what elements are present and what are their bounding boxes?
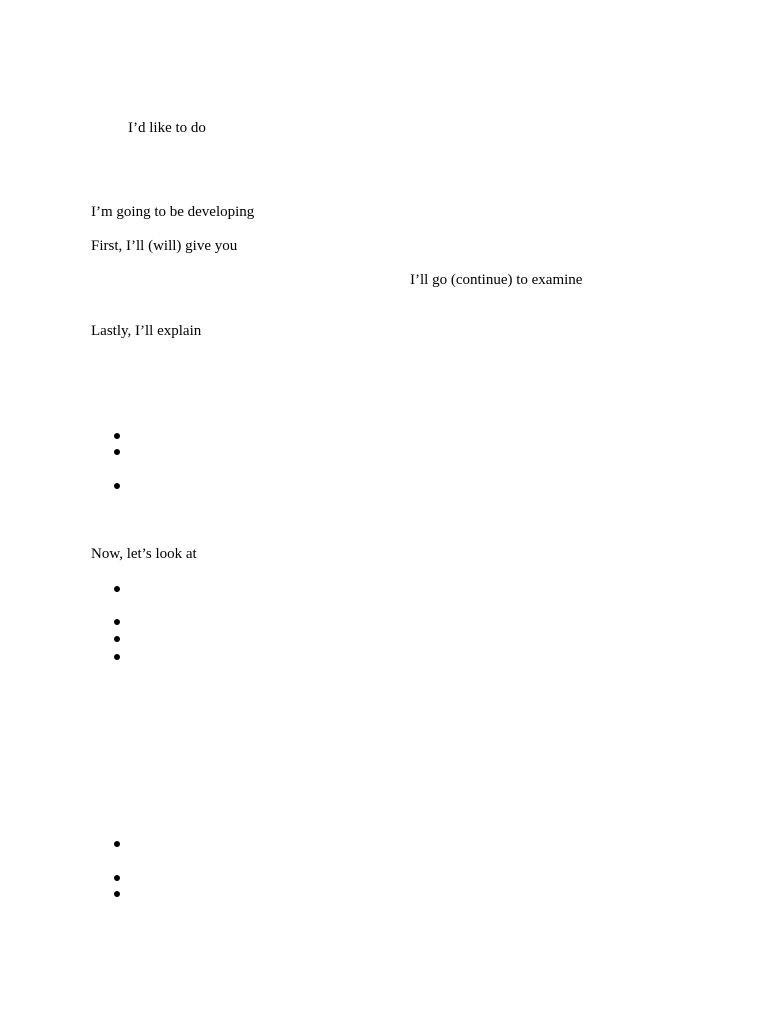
list-item-bullet [114, 875, 120, 881]
list-item-bullet [114, 636, 120, 642]
list-item-bullet [114, 619, 120, 625]
lastly-line: Lastly, I’ll explain [91, 323, 202, 339]
list-item-bullet [114, 891, 120, 897]
list-item-bullet [114, 841, 120, 847]
intro-line: I’d like to do [128, 120, 206, 136]
first-line: First, I’ll (will) give you [91, 238, 238, 254]
developing-line: I’m going to be developing [91, 204, 255, 220]
list-item-bullet [114, 654, 120, 660]
list-item-bullet [114, 433, 120, 439]
list-item-bullet [114, 449, 120, 455]
list-item-bullet [114, 586, 120, 592]
now-line: Now, let’s look at [91, 546, 197, 562]
list-item-bullet [114, 483, 120, 489]
continue-line: I’ll go (continue) to examine [410, 272, 583, 288]
